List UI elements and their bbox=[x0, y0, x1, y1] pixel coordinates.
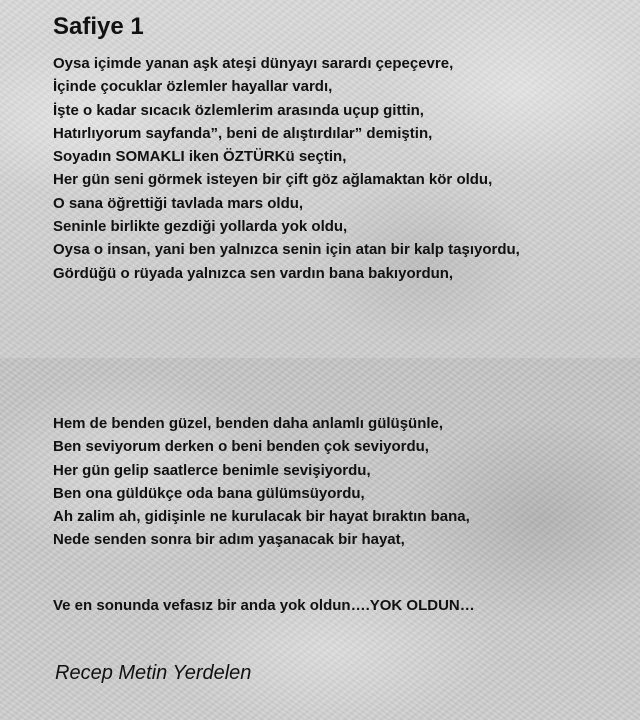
poem-line: Ben ona güldükçe oda bana gülümsüyordu, bbox=[53, 484, 365, 502]
poem-line: Nede senden sonra bir adım yaşanacak bir hayat, bbox=[53, 531, 405, 549]
poem-line: Her gün seni görmek isteyen bir çift göz ağlamaktan kör oldu, bbox=[53, 171, 493, 189]
poem-line: Oysa içimde yanan aşk ateşi dünyayı sarardı çepeçevre, bbox=[53, 55, 454, 72]
poem-line: İşte o kadar sıcacık özlemlerim arasında uçup gittin, bbox=[53, 101, 424, 119]
poem-line: İçinde çocuklar özlemler hayallar vardı, bbox=[53, 78, 333, 96]
author-name: Recep Metin Yerdelen bbox=[55, 662, 252, 684]
poem-line: Oysa o insan, yani ben yalnızca senin için atan bir kalp taşıyordu, bbox=[53, 241, 520, 259]
poem-title: Safiye 1 bbox=[53, 13, 144, 40]
poem-line: Ve en sonunda vefasız bir anda yok oldun….YOK OLDUN… bbox=[53, 597, 475, 614]
stanza-1 bbox=[53, 52, 520, 285]
poem-line: Seninle birlikte gezdiği yollarda yok oldu, bbox=[53, 218, 348, 236]
poem-line: Soyadın SOMAKLI iken ÖZTÜRKü seçtin, bbox=[53, 148, 347, 166]
poem-line: Hatırlıyorum sayfanda”, beni de alıştırdılar” demiştin, bbox=[53, 124, 433, 142]
poem-line: Ben seviyorum derken o beni benden çok seviyordu, bbox=[53, 438, 429, 456]
poem-line: Her gün gelip saatlerce benimle sevişiyordu, bbox=[53, 461, 371, 479]
poem-line: Hem de benden güzel, benden daha anlamlı gülüşünle, bbox=[53, 415, 444, 432]
poem-line: Ah zalim ah, gidişinle ne kurulacak bir hayat bıraktın bana, bbox=[53, 508, 470, 526]
poem-line: Gördüğü o rüyada yalnızca sen vardın bana bakıyordun, bbox=[53, 264, 454, 282]
stanza-2 bbox=[53, 412, 470, 552]
poem-line: O sana öğrettiği tavlada mars oldu, bbox=[53, 194, 304, 212]
stanza-3 bbox=[53, 594, 475, 617]
